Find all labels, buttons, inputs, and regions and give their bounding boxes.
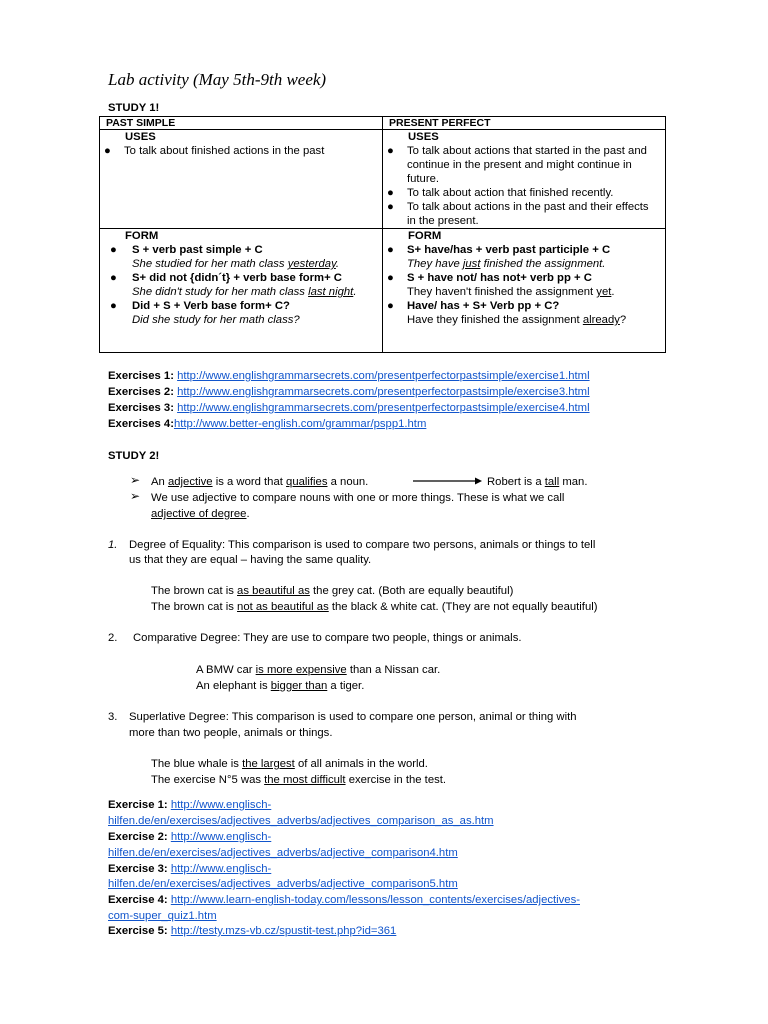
exercise-line <box>108 814 494 828</box>
form-example: They haven't finished the assignment yet. <box>407 286 615 298</box>
exercise-line: Exercise 4: http://www.learn-english-today.com/lessons/lesson_contents/exercises/adjectives- <box>108 894 580 906</box>
study1-heading: STUDY 1! <box>108 102 160 114</box>
exercise-link[interactable]: http://www.englisch- <box>170 863 272 875</box>
uses-label: USES <box>408 131 439 143</box>
uses-label: USES <box>125 131 156 143</box>
exercise-link[interactable]: http://testy.mzs-vb.cz/spustit-test.php?id=361 <box>170 925 397 937</box>
form-label: FORM <box>408 230 442 242</box>
comparative-definition: Comparative Degree: They are use to compare two people, things or animals. <box>133 632 522 644</box>
exercise-link[interactable]: com-super_quiz1.htm <box>108 910 217 922</box>
list-item: ● To talk about finished actions in the past <box>104 145 325 157</box>
form-example: She didn't study for her math class last night. <box>132 286 357 298</box>
exercise-line: Exercise 2: http://www.englisch- <box>108 831 272 843</box>
example-sentence: The exercise N°5 was the most difficult exercise in the test. <box>151 774 447 786</box>
form-example: They have just finished the assignment. <box>407 258 606 270</box>
superlative-definition: Superlative Degree: This comparison is used to compare one person, animal or thing with <box>129 711 577 723</box>
exercise-link[interactable]: http://www.englishgrammarsecrets.com/presentperfectorpastsimple/exercise3.html <box>177 386 590 398</box>
exercise-link[interactable]: hilfen.de/en/exercises/adjectives_adverbs/adjective_comparison5.htm <box>108 878 458 890</box>
example-sentence: The blue whale is the largest of all animals in the world. <box>151 758 428 770</box>
bullet-icon: ● <box>387 145 394 157</box>
exercise-line: Exercises 1: http://www.englishgrammarsecrets.com/presentperfectorpastsimple/exercise1.html <box>108 370 590 382</box>
list-item: ● To talk about action that finished recently. <box>387 187 614 199</box>
equality-definition: us that they are equal – having the same quality. <box>129 554 372 566</box>
adjective-compare-text: We use adjective to compare nouns with one or more things. These is what we call <box>151 492 565 504</box>
bullet-icon: ● <box>387 244 394 256</box>
adjective-definition: An adjective is a word that qualifies a noun. <box>151 476 369 488</box>
adjective-degree-term: adjective of degree. <box>151 508 250 520</box>
exercise-link[interactable]: http://www.learn-english-today.com/lessons/lesson_contents/exercises/adjectives- <box>170 894 580 906</box>
form-rule: ● S + have not/ has not+ verb pp + C <box>387 272 592 284</box>
arrow-bullet-icon: ➢ <box>130 489 141 503</box>
study2-heading: STUDY 2! <box>108 450 160 462</box>
exercise-line: Exercises 3: http://www.englishgrammarsecrets.com/presentperfectorpastsimple/exercise4.html <box>108 402 590 414</box>
exercise-link[interactable]: http://www.englishgrammarsecrets.com/presentperfectorpastsimple/exercise1.html <box>177 370 590 382</box>
exercise-link[interactable]: hilfen.de/en/exercises/adjectives_adverbs/adjective_comparison4.htm <box>108 847 458 859</box>
bullet-icon: ● <box>104 145 111 157</box>
exercise-link[interactable]: hilfen.de/en/exercises/adjectives_adverbs/adjectives_comparison_as_as.htm <box>108 815 494 827</box>
grammar-table <box>99 116 666 353</box>
superlative-definition: more than two people, animals or things. <box>129 727 333 739</box>
form-rule: ● S + verb past simple + C <box>110 244 263 256</box>
section-number: 2. <box>108 632 118 644</box>
bullet-icon: ● <box>387 187 394 199</box>
form-rule: ● Have/ has + S+ Verb pp + C? <box>387 300 560 312</box>
form-rule: ● S+ have/has + verb past participle + C <box>387 244 611 256</box>
exercise-link[interactable]: http://www.englisch- <box>170 799 272 811</box>
exercise-link[interactable]: http://www.englisch- <box>170 831 272 843</box>
form-rule: ● Did + S + Verb base form+ C? <box>110 300 290 312</box>
bullet-icon: ● <box>110 272 117 284</box>
arrow-right-icon <box>413 476 483 486</box>
equality-definition: Degree of Equality: This comparison is used to compare two persons, animals or things to tell <box>129 539 596 551</box>
form-label: FORM <box>125 230 159 242</box>
bullet-icon: ● <box>387 272 394 284</box>
bullet-icon: ● <box>387 201 394 213</box>
bullet-icon: ● <box>110 244 117 256</box>
exercise-line <box>108 846 458 860</box>
example-sentence: An elephant is bigger than a tiger. <box>196 680 365 692</box>
bullet-icon: ● <box>110 300 117 312</box>
section-number: 3. <box>108 711 118 723</box>
bullet-icon: ● <box>387 300 394 312</box>
exercise-link[interactable]: http://www.englishgrammarsecrets.com/presentperfectorpastsimple/exercise4.html <box>177 402 590 414</box>
adjective-example: Robert is a tall man. <box>487 476 588 488</box>
example-sentence: The brown cat is as beautiful as the grey cat. (Both are equally beautiful) <box>151 585 514 597</box>
arrow-bullet-icon: ➢ <box>130 473 141 487</box>
exercise-line: Exercise 1: http://www.englisch- <box>108 799 272 811</box>
list-item: ● To talk about actions in the past and their effects in the present. <box>387 201 649 227</box>
form-example: Did she study for her math class? <box>132 314 300 326</box>
example-sentence: A BMW car is more expensive than a Nissan car. <box>196 664 441 676</box>
past-simple-header: PAST SIMPLE <box>100 117 383 130</box>
form-rule: ● S+ did not {didn´t} + verb base form+ C <box>110 272 342 284</box>
exercise-line: Exercises 4:http://www.better-english.com/grammar/pspp1.htm <box>108 418 427 430</box>
exercise-line <box>108 877 458 891</box>
form-example: She studied for her math class yesterday. <box>132 258 340 270</box>
exercise-line <box>108 909 217 923</box>
exercise-line: Exercise 3: http://www.englisch- <box>108 863 272 875</box>
exercise-line: Exercise 5: http://testy.mzs-vb.cz/spustit-test.php?id=361 <box>108 925 397 937</box>
form-example: Have they finished the assignment already? <box>407 314 627 326</box>
exercise-link[interactable]: http://www.better-english.com/grammar/pspp1.htm <box>173 418 427 430</box>
example-sentence: The brown cat is not as beautiful as the black & white cat. (They are not equally beautiful) <box>151 601 598 613</box>
exercise-line: Exercises 2: http://www.englishgrammarsecrets.com/presentperfectorpastsimple/exercise3.html <box>108 386 590 398</box>
present-perfect-header: PRESENT PERFECT <box>383 117 666 130</box>
page-title: Lab activity (May 5th-9th week) <box>108 70 327 89</box>
section-number: 1. <box>108 539 118 551</box>
list-item: ● To talk about actions that started in the past and continue in the present and might continue in future. <box>387 145 647 185</box>
